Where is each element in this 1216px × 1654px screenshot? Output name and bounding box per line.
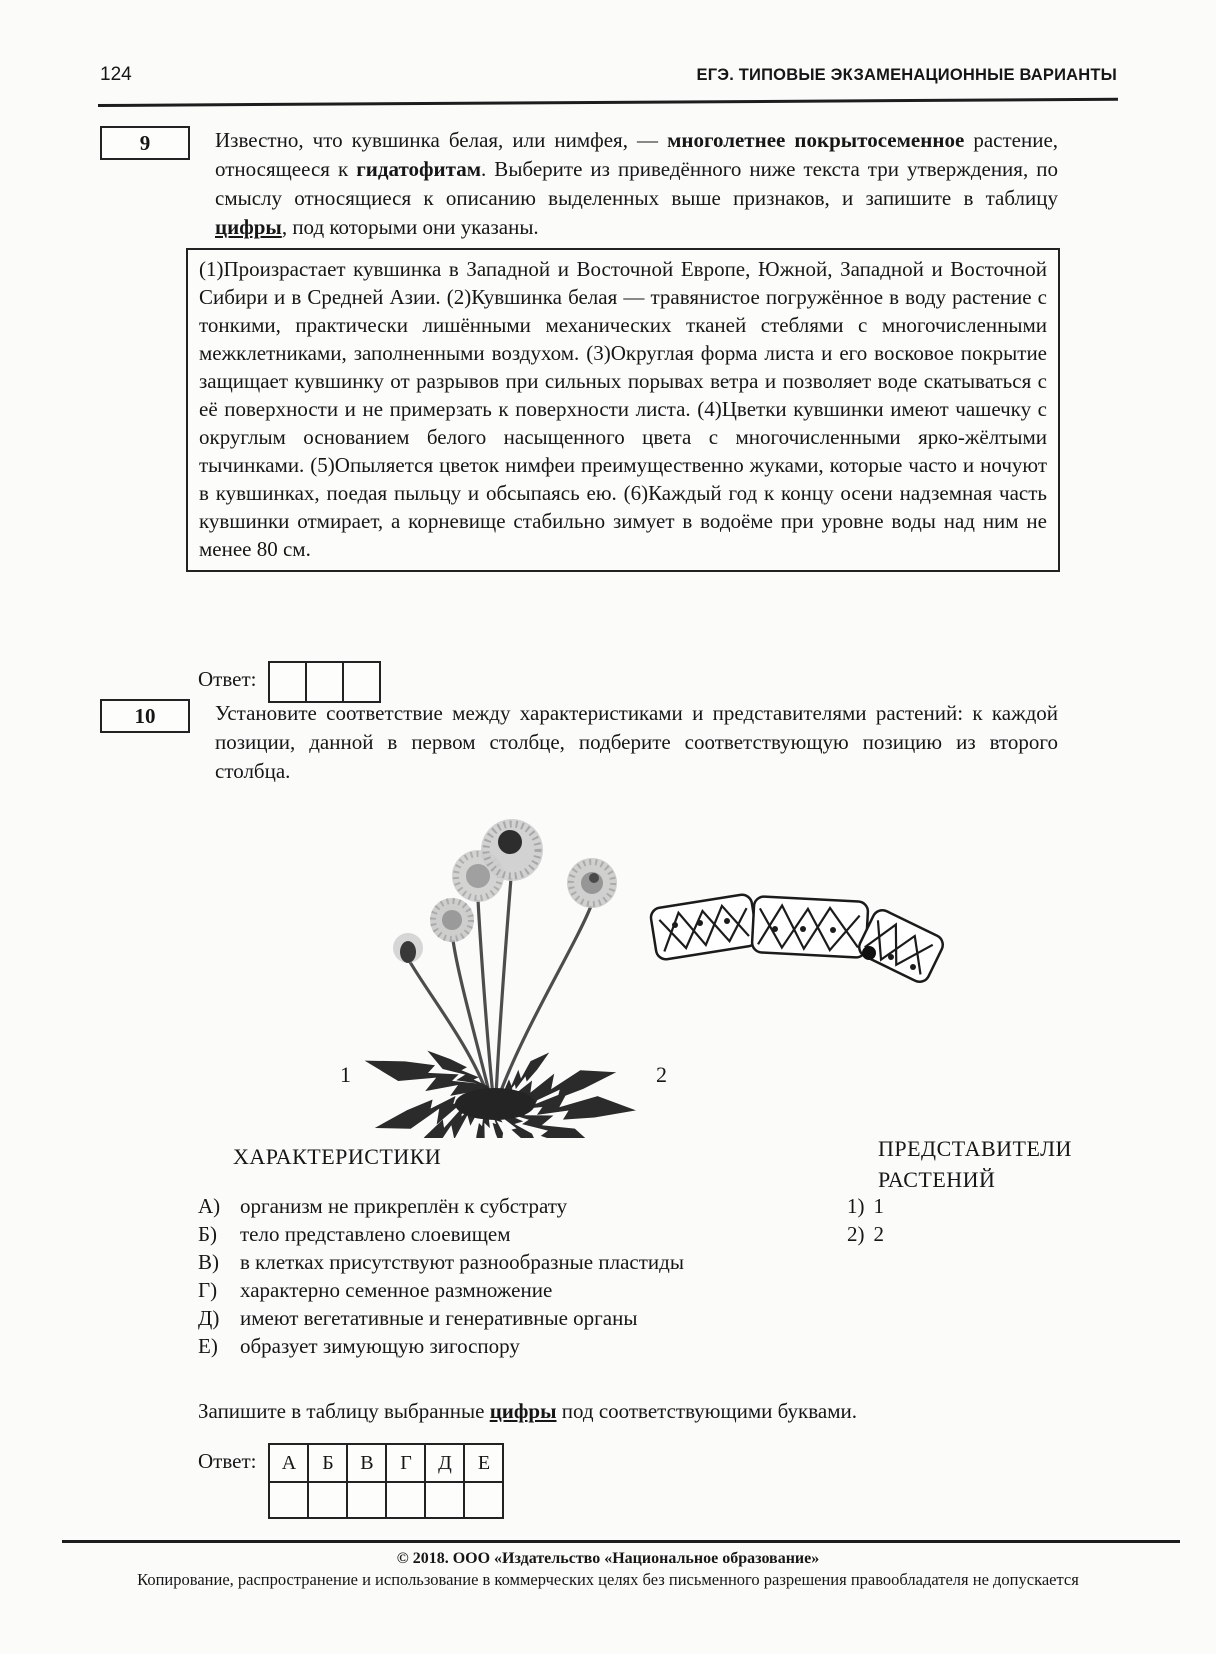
characteristic-item-e xyxy=(198,1332,695,1360)
question-10-answer-row xyxy=(198,1443,504,1519)
answer-cell[interactable] xyxy=(308,1482,347,1518)
q9-intro-bold-perennial: многолетнее покрытосеменное xyxy=(667,128,965,152)
item-text: характерно семенное размножение xyxy=(240,1278,553,1302)
q9-intro-part: , под которыми они указаны. xyxy=(281,215,539,239)
characteristics-header: ХАРАКТЕРИСТИКИ xyxy=(233,1144,442,1169)
q9-intro-bold-digits: цифры xyxy=(215,215,282,239)
q9-intro-part: Известно, что кувшинка белая, или нимфея, — xyxy=(215,128,668,152)
representatives-header-line2: РАСТЕНИЙ xyxy=(878,1167,996,1192)
representative-item-1 xyxy=(847,1192,884,1220)
dandelion-figure xyxy=(350,786,650,1138)
item-letter: А) xyxy=(198,1194,221,1218)
answer-cell[interactable] xyxy=(269,1482,308,1518)
characteristic-item-g xyxy=(198,1276,695,1304)
answer-table-header: Б xyxy=(308,1444,347,1482)
characteristic-item-a xyxy=(198,1192,695,1220)
answer-cell[interactable] xyxy=(347,1482,386,1518)
rep-value: 1 xyxy=(873,1194,884,1218)
representatives-header-line1: ПРЕДСТАВИТЕЛИ xyxy=(878,1136,1072,1161)
footer-divider xyxy=(62,1540,1180,1543)
write-instruction-bold-digits: цифры xyxy=(489,1399,557,1423)
question-9 xyxy=(100,126,1058,242)
answer-table-input-row xyxy=(269,1482,503,1518)
question-10-answer-table xyxy=(268,1443,504,1519)
item-text: имеют вегетативные и генеративные органы xyxy=(240,1306,638,1330)
item-letter: Д) xyxy=(198,1306,220,1330)
question-10 xyxy=(100,699,1058,786)
question-9-passage-box xyxy=(186,248,1060,572)
item-text: образует зимующую зигоспору xyxy=(240,1334,520,1358)
question-10-text: Установите соответствие между характеристиками и представителями растений: к каждой позиции, данной в первом столбце, подберите соответствующую позицию из второго столбца. xyxy=(215,701,1058,783)
characteristic-item-v xyxy=(198,1248,695,1276)
spirogyra-figure xyxy=(645,873,945,1018)
answer-cell[interactable] xyxy=(464,1482,503,1518)
footer-copyright: © 2018. ООО «Издательство «Национальное образование» xyxy=(396,1550,820,1567)
answer-cell[interactable] xyxy=(425,1482,464,1518)
answer-table-header: Д xyxy=(425,1444,464,1482)
q9-intro-part: растение, относящееся к xyxy=(215,128,1059,181)
write-instruction-part: Запишите в таблицу выбранные xyxy=(198,1399,490,1423)
q9-intro-part: . Выберите из приведённого ниже текста три утверждения, по смыслу относящиеся к описанию выделенных выше признаков, и запишите в таблицу xyxy=(215,157,1058,210)
figure-2-label: 2 xyxy=(656,1062,667,1087)
answer-table-header: Г xyxy=(386,1444,425,1482)
question-10-number-box: 10 xyxy=(100,699,190,733)
answer-table-header: В xyxy=(347,1444,386,1482)
question-9-passage-text: (1)Произрастает кувшинка в Западной и Восточной Европе, Южной, Западной и Восточной Сибири и в Средней Азии. (2)Кувшинка белая — травянистое погружённое в воду растение с тонкими, практически лишёнными механических тканей стеблями с многочисленными межклетниками, заполненными воздухом. (3)Округлая форма листа и его восковое покрытие защищает кувшинку от разрывов при сильных порывах ветра и позволяет воде скатываться с её поверхности и не примерзать к поверхности листа. (4)Цветки кувшинки имеют чашечку с округлым основанием белого насыщенного цвета с многочисленными ярко-жёлтыми тычинками. (5)Опыляется цветок нимфеи преимущественно жуками, которые часто и ночуют в кувшинках, поедая пыльцу и обсыпаясь ею. (6)Каждый год к концу осени надземная часть кувшинки отмирает, а корневище стабильно зимует в водоёме при уровне воды над ним не менее 80 см. xyxy=(199,257,1047,561)
rep-value: 2 xyxy=(873,1222,884,1246)
representative-item-2 xyxy=(847,1220,884,1248)
answer-cell[interactable] xyxy=(386,1482,425,1518)
question-9-text xyxy=(215,126,1058,242)
answer-table-header: А xyxy=(269,1444,308,1482)
answer-cell[interactable] xyxy=(307,663,344,701)
q9-intro-bold-hydatophyte: гидатофитам xyxy=(356,157,482,181)
answer-label: Ответ: xyxy=(198,1449,257,1473)
item-letter: Е) xyxy=(198,1334,218,1358)
answer-label: Ответ: xyxy=(198,667,257,691)
characteristic-item-d xyxy=(198,1304,695,1332)
page-number: 124 xyxy=(100,64,132,85)
figure-1-label: 1 xyxy=(340,1062,351,1087)
item-text: тело представлено слоевищем xyxy=(240,1222,511,1246)
question-9-answer-row xyxy=(198,661,381,703)
characteristic-item-b xyxy=(198,1220,695,1248)
page-header-title: ЕГЭ. ТИПОВЫЕ ЭКЗАМЕНАЦИОННЫЕ ВАРИАНТЫ xyxy=(696,66,1117,84)
answer-table-header: Е xyxy=(464,1444,503,1482)
characteristics-list xyxy=(198,1192,695,1360)
representatives-list xyxy=(847,1192,884,1248)
item-text: в клетках присутствуют разнообразные пластиды xyxy=(240,1250,684,1274)
item-text: организм не прикреплён к субстрату xyxy=(240,1194,568,1218)
header-divider xyxy=(98,98,1118,107)
question-9-answer-cells xyxy=(268,661,381,703)
rep-num: 2) xyxy=(847,1222,865,1246)
write-instruction-part: под соответствующими буквами. xyxy=(556,1399,857,1423)
rep-num: 1) xyxy=(847,1194,865,1218)
question-9-number-box: 9 xyxy=(100,126,190,160)
footer-legal: Копирование, распространение и использование в коммерческих целях без письменного разрешения правообладателя не допускается xyxy=(137,1570,1079,1589)
item-letter: Б) xyxy=(198,1222,218,1246)
answer-cell[interactable] xyxy=(344,663,379,701)
answer-table-header-row xyxy=(269,1444,503,1482)
item-letter: Г) xyxy=(198,1278,218,1302)
item-letter: В) xyxy=(198,1250,219,1274)
answer-cell[interactable] xyxy=(270,663,307,701)
write-instruction xyxy=(198,1399,857,1424)
representatives-header xyxy=(878,1133,1072,1195)
